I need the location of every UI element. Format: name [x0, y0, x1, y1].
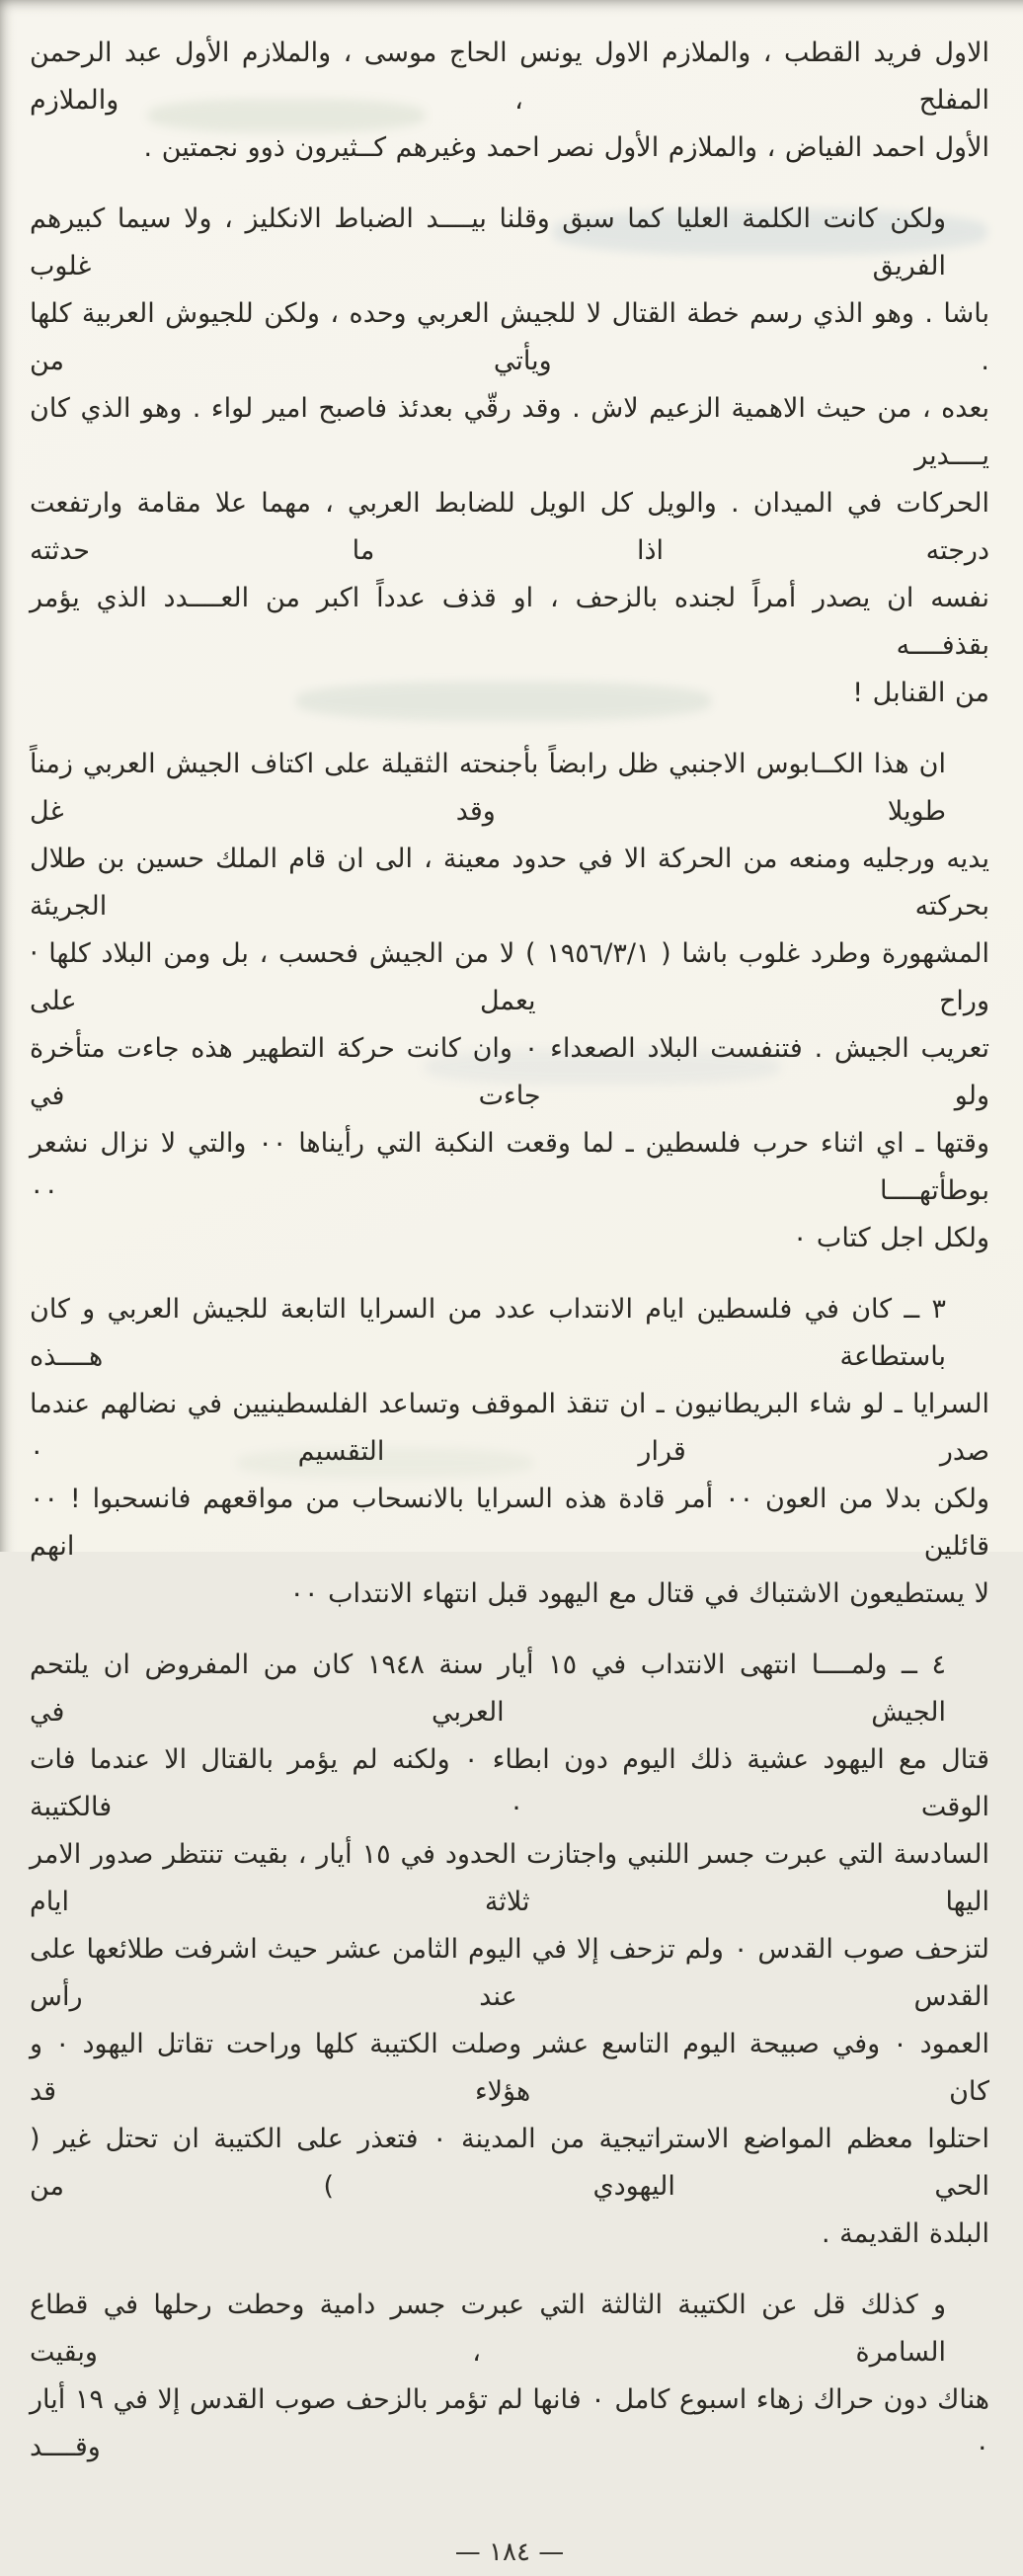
- text-line: نفسه ان يصدر أمراً لجنده بالزحف ، او قذف عدداً اكبر من العــــدد الذي يؤمر بقذفــــه: [30, 583, 989, 661]
- text-line: لتزحف صوب القدس ٠ ولم تزحف إلا في اليوم الثامن عشر حيث اشرفت طلائعها على القدس عند رأس: [30, 1934, 989, 2012]
- text-line: السادسة التي عبرت جسر اللنبي واجتازت الحدود في ١٥ أيار ، بقيت تنتظر صدور الامر اليها ثلاثة ايام: [30, 1839, 989, 1917]
- text-line: الأول احمد الفياض ، والملازم الأول نصر احمد وغيرهم كــثيرون ذوو نجمتين .: [143, 132, 989, 163]
- paragraph-foreign-nightmare: [30, 741, 989, 1262]
- paragraph-third-battalion: [30, 2282, 989, 2471]
- paragraph-british-officers: [30, 196, 989, 717]
- text-line: هناك دون حراك زهاء اسبوع كامل ٠ فانها لم تؤمر بالزحف صوب القدس إلا في ١٩ أيار ٠ وقــــد: [30, 2384, 989, 2462]
- text-line: احتلوا معظم المواضع الاستراتيجية من المدينة ٠ فتعذر على الكتيبة ان تحتل غير ( الحي اليهودي ) من: [30, 2124, 990, 2202]
- paragraph-item-4: [30, 1642, 989, 2258]
- text-line: المشهورة وطرد غلوب باشا ( ١٩٥٦/٣/١ ) لا من الجيش فحسب ، بل ومن البلاد كلها · وراح يعمل على: [30, 938, 989, 1016]
- text-line: من القنابل !: [852, 678, 989, 708]
- text-line: يديه ورجليه ومنعه من الحركة الا في حدود معينة ، الى ان قام الملك حسين بن طلال بحركته الجريئة: [30, 844, 989, 922]
- text-line: باشا . وهو الذي رسم خطة القتال لا للجيش العربي وحده ، ولكن للجيوش العربية كلها . ويأتي من: [30, 298, 989, 376]
- text-line: بعده ، من حيث الاهمية الزعيم لاش . وقد رقّي بعدئذ فاصبح امير لواء . وهو الذي كان يــــدير: [30, 393, 989, 471]
- text-line: تعريب الجيش . فتنفست البلاد الصعداء ٠ وان كانت حركة التطهير هذه جاءت متأخرة ولو جاءت في: [30, 1033, 989, 1111]
- text-line: لا يستطيعون الاشتباك في قتال مع اليهود قبل انتهاء الانتداب ٠٠: [289, 1578, 989, 1609]
- text-line: الاول فريد القطب ، والملازم الاول يونس الحاج موسى ، والملازم الأول عبد الرحمن المفلح ، والملازم: [30, 38, 989, 116]
- text-line: ولكل اجل كتاب ٠: [792, 1223, 989, 1253]
- text-line: العمود ٠ وفي صبيحة اليوم التاسع عشر وصلت الكتيبة كلها وراحت تقاتل اليهود ٠ و كان هؤلاء قد: [30, 2029, 989, 2107]
- paragraph-continuation: [30, 30, 989, 172]
- text-line: قتال مع اليهود عشية ذلك اليوم دون ابطاء ٠ ولكنه لم يؤمر بالقتال الا عندما فات الوقت ٠ فالكتيبة: [30, 1744, 989, 1822]
- paragraph-item-3: [30, 1286, 989, 1618]
- text-line: ان هذا الكــابوس الاجنبي ظل رابضاً بأجنحته الثقيلة على اكتاف الجيش العربي زمناً طويلا وقد غل: [30, 749, 946, 827]
- text-line: ولكن بدلا من العون ٠٠ أمر قادة هذه السرايا بالانسحاب من مواقعهم فانسحبوا ! ٠٠ قائلين انهم: [30, 1484, 989, 1562]
- text-line: و كذلك قل عن الكتيبة الثالثة التي عبرت جسر دامية وحطت رحلها في قطاع السامرة ، وبقيت: [30, 2290, 946, 2368]
- text-line: ولكن كانت الكلمة العليا كما سبق وقلنا بيــــد الضباط الانكليز ، ولا سيما كبيرهم الفريق غلوب: [30, 203, 946, 282]
- text-line: ٣ ــ كان في فلسطين ايام الانتداب عدد من السرايا التابعة للجيش العربي و كان باستطاعة هــــذه: [30, 1294, 946, 1372]
- text-line: البلدة القديمة .: [821, 2218, 989, 2249]
- text-line: ٤ ــ ولمــــا انتهى الانتداب في ١٥ أيار سنة ١٩٤٨ كان من المفروض ان يلتحم الجيش العربي في: [30, 1650, 946, 1728]
- text-line: السرايا ـ لو شاء البريطانيون ـ ان تنقذ الموقف وتساعد الفلسطينيين في نضالهم عندما صدر قرار التقسيم ٠: [30, 1389, 989, 1467]
- text-line: الحركات في الميدان . والويل كل الويل للضابط العربي ، مهما علا مقامة وارتفعت درجته اذا ما حدثته: [30, 488, 989, 566]
- text-line: وقتها ـ اي اثناء حرب فلسطين ـ لما وقعت النكبة التي رأيناها ٠٠ والتي لا نزال نشعر بوطأتهــــا ٠٠: [30, 1128, 990, 1206]
- page-number: — ١٨٤ —: [454, 2537, 565, 2567]
